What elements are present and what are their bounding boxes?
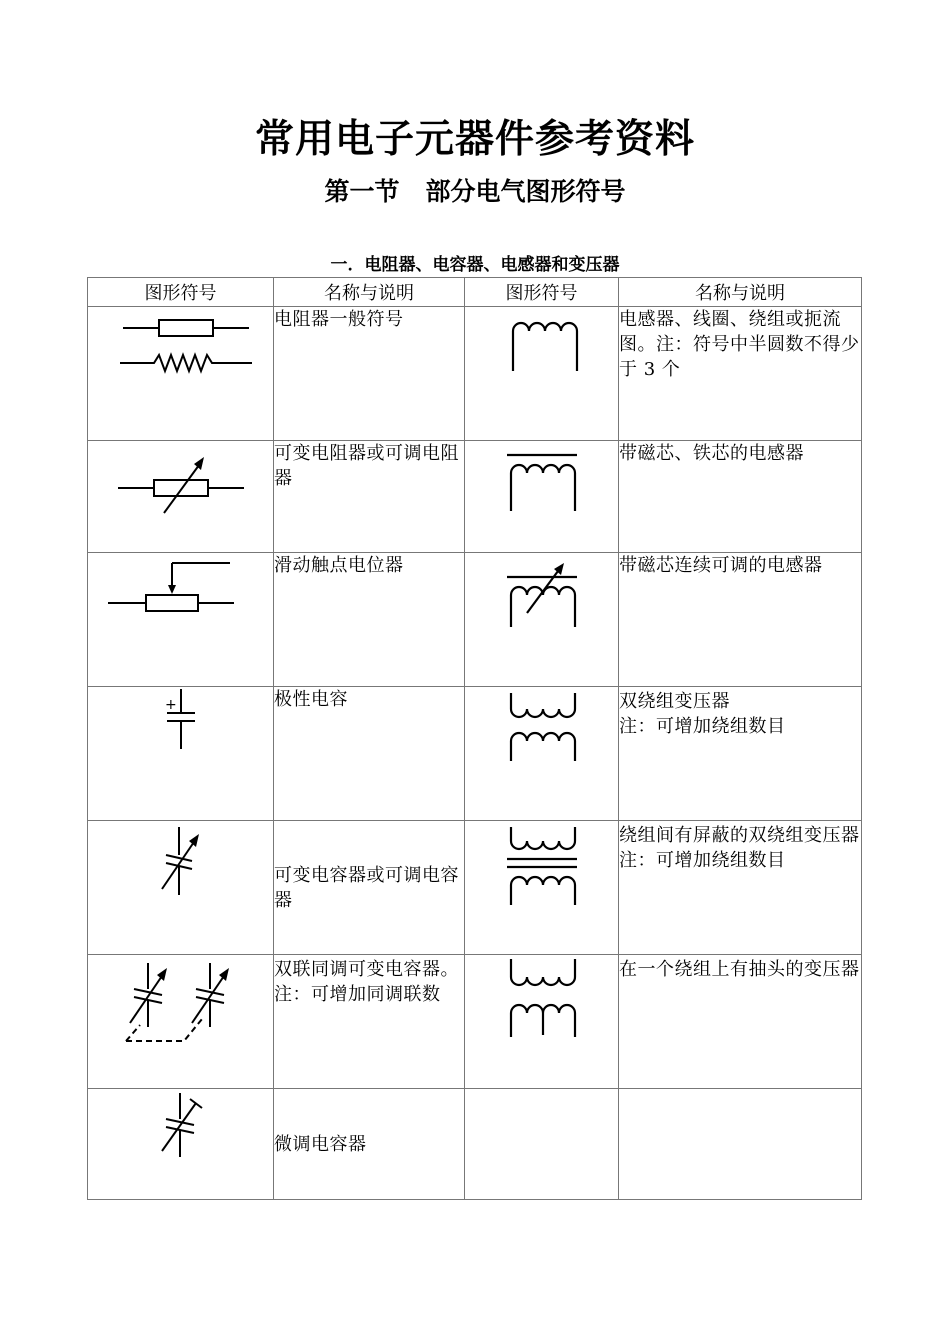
section-subtitle: 第一节 部分电气图形符号 (324, 177, 626, 206)
header-symbol-right: 图形符号 (465, 278, 619, 307)
desc-shielded-transformer: 绕组间有屏蔽的双绕组变压器 注：可增加绕组数目 (619, 821, 862, 955)
adjustable-core-inductor-icon (497, 553, 587, 633)
table-row (88, 553, 862, 687)
header-symbol-left: 图形符号 (88, 278, 274, 307)
tapped-transformer-icon (497, 955, 587, 1045)
inductor-icon (497, 307, 587, 377)
desc-tapped-transformer: 在一个绕组上有抽头的变压器 (619, 955, 862, 1089)
desc-potentiometer: 滑动触点电位器 (274, 553, 465, 687)
variable-capacitor-icon (146, 821, 216, 901)
transformer-icon (497, 687, 587, 767)
section-heading: 一．电阻器、电容器、电感器和变压器 (330, 255, 620, 275)
polar-capacitor-icon (151, 687, 211, 757)
empty-desc-cell (619, 1089, 862, 1200)
variable-resistor-icon (106, 441, 256, 521)
desc-transformer: 双绕组变压器 注：可增加绕组数目 (619, 687, 862, 821)
desc-variable-resistor: 可变电阻器或可调电阻器 (274, 441, 465, 553)
desc-core-inductor: 带磁芯、铁芯的电感器 (619, 441, 862, 553)
shielded-transformer-icon (497, 821, 587, 911)
desc-variable-capacitor: 可变电容器或可调电容器 (274, 821, 465, 955)
table-row (88, 307, 862, 441)
table-header-row (88, 278, 862, 307)
document-title: 常用电子元器件参考资料 (254, 116, 695, 162)
plus-sign: + (164, 697, 177, 713)
resistor-icon (106, 307, 256, 377)
symbol-table (87, 277, 862, 1200)
desc-resistor: 电阻器一般符号 (274, 307, 465, 441)
empty-symbol-cell (465, 1089, 619, 1200)
table-row (88, 1089, 862, 1200)
desc-trimmer-capacitor: 微调电容器 (274, 1089, 465, 1200)
desc-adjustable-core-inductor: 带磁芯连续可调的电感器 (619, 553, 862, 687)
desc-inductor: 电感器、线圈、绕组或扼流图。注：符号中半圆数不得少于 3 个 (619, 307, 862, 441)
trimmer-capacitor-icon (146, 1089, 216, 1169)
core-inductor-icon (497, 441, 587, 521)
desc-ganged-variable-capacitor: 双联同调可变电容器。 注：可增加同调联数 (274, 955, 465, 1089)
header-desc-left: 名称与说明 (274, 278, 465, 307)
header-desc-right: 名称与说明 (619, 278, 862, 307)
potentiometer-icon (106, 553, 256, 623)
desc-polar-capacitor: 极性电容 (274, 687, 465, 821)
table-row (88, 955, 862, 1089)
table-row (88, 821, 862, 955)
table-row (88, 687, 862, 821)
ganged-variable-capacitor-icon (106, 955, 256, 1045)
table-row (88, 441, 862, 553)
